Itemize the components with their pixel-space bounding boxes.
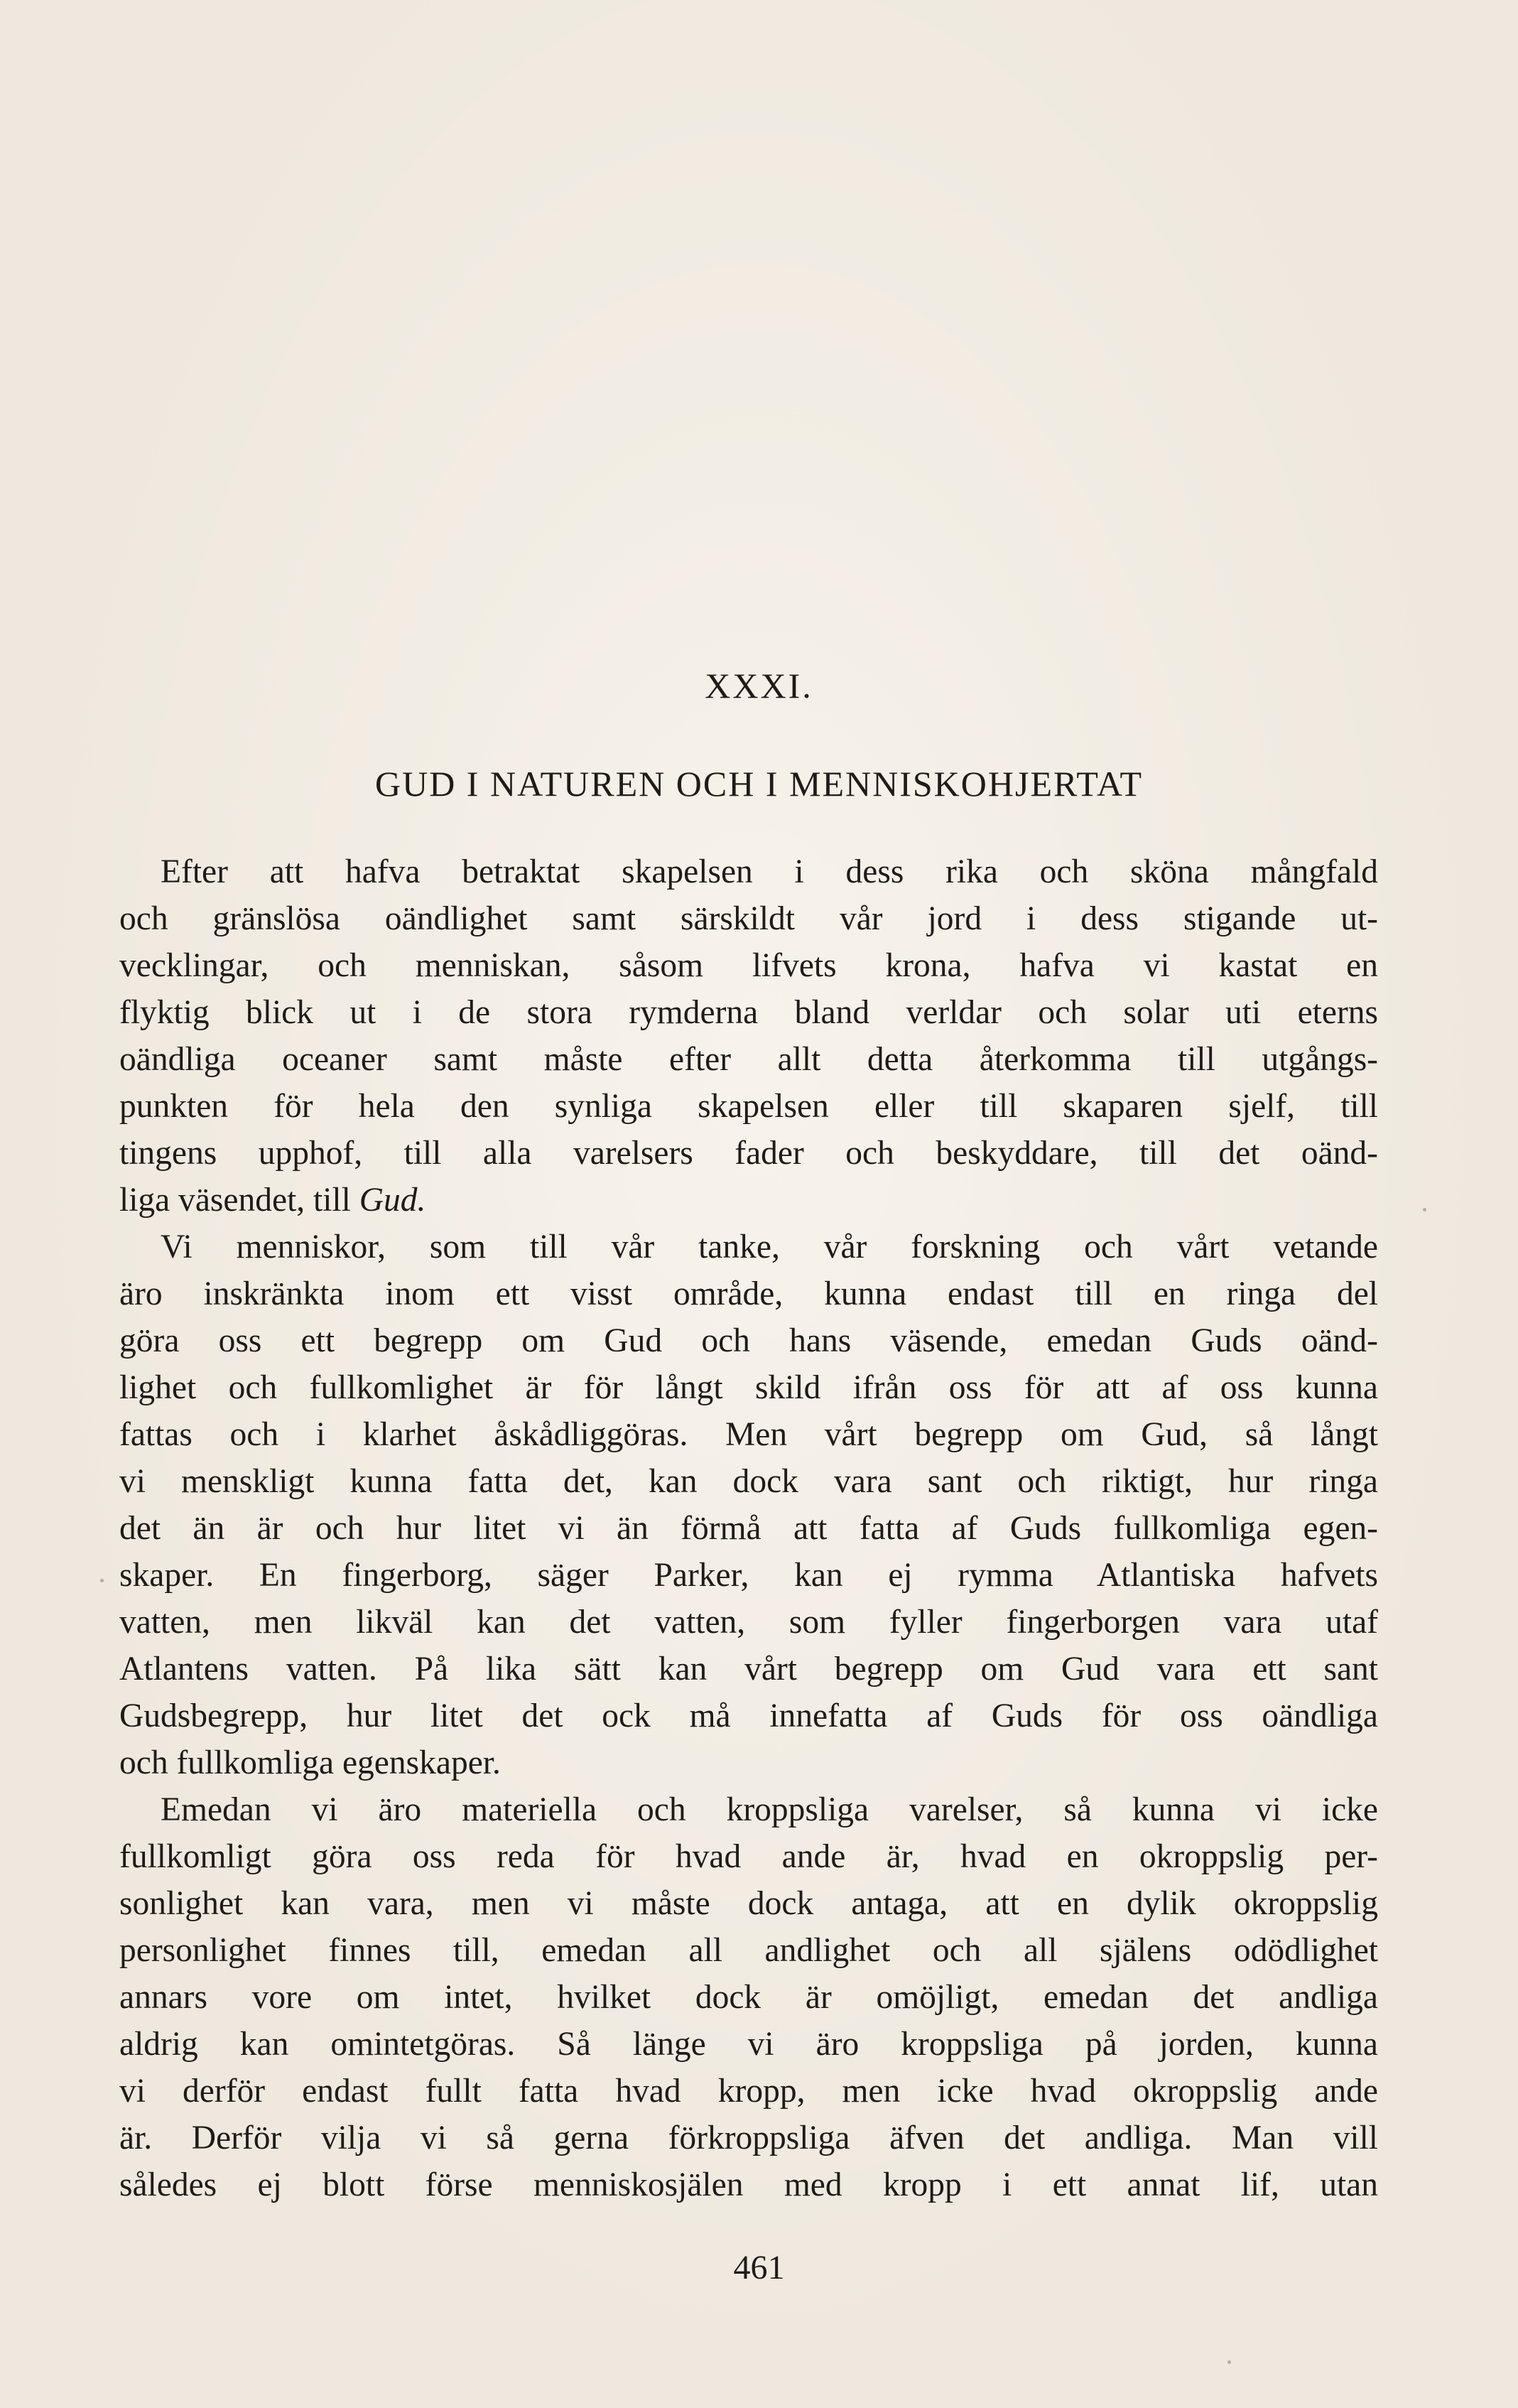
text-line: annars vore om intet, hvilket dock är omöjligt, emedan det andliga bbox=[119, 1979, 1378, 2016]
text-line: flyktig blick ut i de stora rymderna bland verldar och solar uti eterns bbox=[119, 994, 1378, 1031]
text-line: sonlighet kan vara, men vi måste dock antaga, att en dylik okroppslig bbox=[119, 1885, 1378, 1922]
text-line: Gudsbegrepp, hur litet det ock må innefatta af Guds för oss oändliga bbox=[119, 1697, 1378, 1734]
text-line: Vi menniskor, som till vår tanke, vår forskning och vårt vetande bbox=[161, 1229, 1378, 1265]
text-line: vecklingar, och menniskan, såsom lifvets krona, hafva vi kastat en bbox=[119, 947, 1378, 984]
text-line: och gränslösa oändlighet samt särskildt vår jord i dess stigande ut- bbox=[119, 900, 1378, 937]
text-line: punkten för hela den synliga skapelsen eller till skaparen sjelf, till bbox=[119, 1088, 1378, 1125]
paper-speck bbox=[1227, 2360, 1231, 2364]
text-line: vi menskligt kunna fatta det, kan dock vara sant och riktigt, hur ringa bbox=[119, 1463, 1378, 1500]
chapter-title: GUD I NATUREN OCH I MENNISKOHJERTAT bbox=[374, 764, 1143, 804]
paper-speck bbox=[1423, 1208, 1426, 1211]
text-line: lighet och fullkomlighet är för långt skild ifrån oss för att af oss kunna bbox=[119, 1369, 1378, 1406]
text-line: det än är och hur litet vi än förmå att fatta af Guds fullkomliga egen- bbox=[119, 1510, 1378, 1547]
text-line: tingens upphof, till alla varelsers fader och beskyddare, till det oänd- bbox=[119, 1135, 1378, 1172]
text-line: äro inskränkta inom ett visst område, kunna endast till en ringa del bbox=[119, 1275, 1378, 1312]
paragraph bbox=[119, 1786, 1378, 2208]
text-line: oändliga oceaner samt måste efter allt detta återkomma till utgångs- bbox=[119, 1041, 1378, 1078]
text-line: göra oss ett begrepp om Gud och hans väsende, emedan Guds oänd- bbox=[119, 1322, 1378, 1359]
chapter-number: XXXI. bbox=[705, 666, 813, 706]
text-line: Emedan vi äro materiella och kroppsliga varelser, så kunna vi icke bbox=[161, 1791, 1378, 1828]
text-line: skaper. En fingerborg, säger Parker, kan ej rymma Atlantiska hafvets bbox=[119, 1557, 1378, 1594]
paper-speck bbox=[100, 1579, 104, 1582]
page-number: 461 bbox=[733, 2249, 785, 2286]
text-line: vi derför endast fullt fatta hvad kropp, men icke hvad okroppslig ande bbox=[119, 2073, 1378, 2110]
emphasized-word: Gud. bbox=[359, 1182, 426, 1219]
body-text bbox=[119, 848, 1378, 2208]
text-line: personlighet finnes till, emedan all andlighet och all själens odödlighet bbox=[119, 1932, 1378, 1969]
paragraph bbox=[119, 848, 1378, 1224]
text-line: således ej blott förse menniskosjälen med kropp i ett annat lif, utan bbox=[119, 2166, 1378, 2203]
text-line: är. Derför vilja vi så gerna förkroppsliga äfven det andliga. Man vill bbox=[119, 2120, 1378, 2156]
text-line: aldrig kan omintetgöras. Så länge vi äro kroppsliga på jorden, kunna bbox=[119, 2026, 1378, 2063]
text-line: Efter att hafva betraktat skapelsen i dess rika och sköna mångfald bbox=[161, 853, 1378, 890]
text-line: fullkomligt göra oss reda för hvad ande är, hvad en okroppslig per- bbox=[119, 1838, 1378, 1875]
text-line: Atlantens vatten. På lika sätt kan vårt begrepp om Gud vara ett sant bbox=[119, 1651, 1378, 1688]
text-line: och fullkomliga egenskaper. bbox=[119, 1744, 501, 1781]
text-line: fattas och i klarhet åskådliggöras. Men vårt begrepp om Gud, så långt bbox=[119, 1416, 1378, 1453]
text-line: liga väsendet, till Gud. bbox=[119, 1182, 426, 1219]
text-line: vatten, men likväl kan det vatten, som fyller fingerborgen vara utaf bbox=[119, 1604, 1378, 1641]
paragraph bbox=[119, 1224, 1378, 1786]
